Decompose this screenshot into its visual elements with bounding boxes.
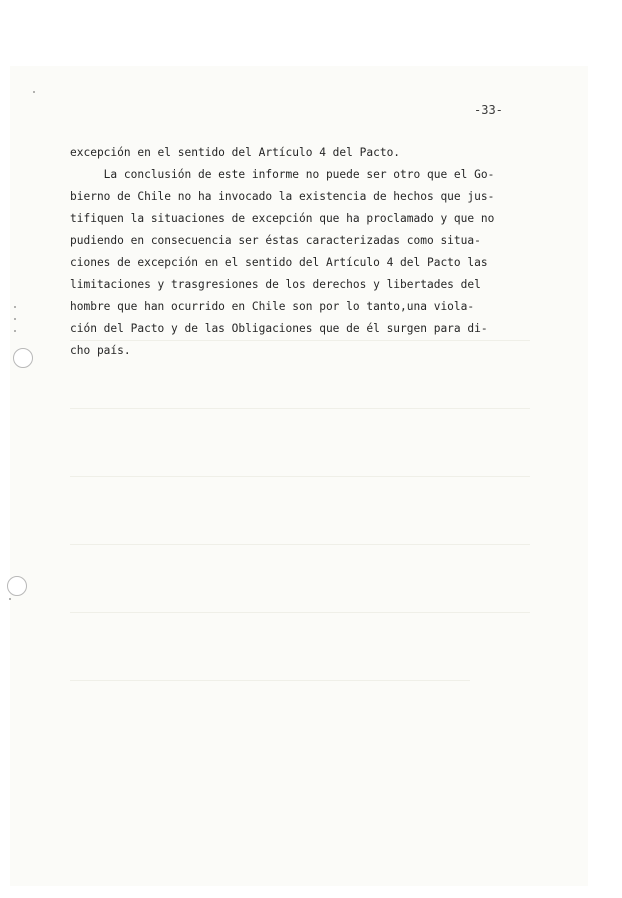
show-through-line (70, 680, 470, 681)
margin-speck (14, 318, 16, 320)
text-line: cho país. (70, 344, 131, 357)
margin-speck (14, 330, 16, 332)
text-line: hombre que han ocurrido en Chile son por lo tanto,una viola- (70, 300, 475, 313)
text-line: La conclusión de este informe no puede ser otro que el Go- (70, 168, 495, 181)
show-through-line (70, 476, 530, 477)
text-line: limitaciones y trasgresiones de los derechos y libertades del (70, 278, 481, 291)
text-line: excepción en el sentido del Artículo 4 del Pacto. (70, 146, 401, 159)
text-line: ciones de excepción en el sentido del Artículo 4 del Pacto las (70, 256, 488, 269)
text-line: bierno de Chile no ha invocado la existencia de hechos que jus- (70, 190, 495, 203)
text-line: tifiquen la situaciones de excepción que ha proclamado y que no (70, 212, 495, 225)
text-line: ción del Pacto y de las Obligaciones que de él surgen para di- (70, 322, 488, 335)
show-through-line (70, 408, 530, 409)
body-text (70, 142, 540, 362)
page-number: -33- (474, 103, 503, 117)
punch-hole-bottom (7, 576, 27, 596)
text-line: pudiendo en consecuencia ser éstas caracterizadas como situa- (70, 234, 481, 247)
margin-speck (33, 91, 35, 93)
punch-hole-top (13, 348, 33, 368)
margin-speck (14, 306, 16, 308)
show-through-line (70, 544, 530, 545)
margin-speck (9, 598, 11, 600)
show-through-line (70, 612, 530, 613)
